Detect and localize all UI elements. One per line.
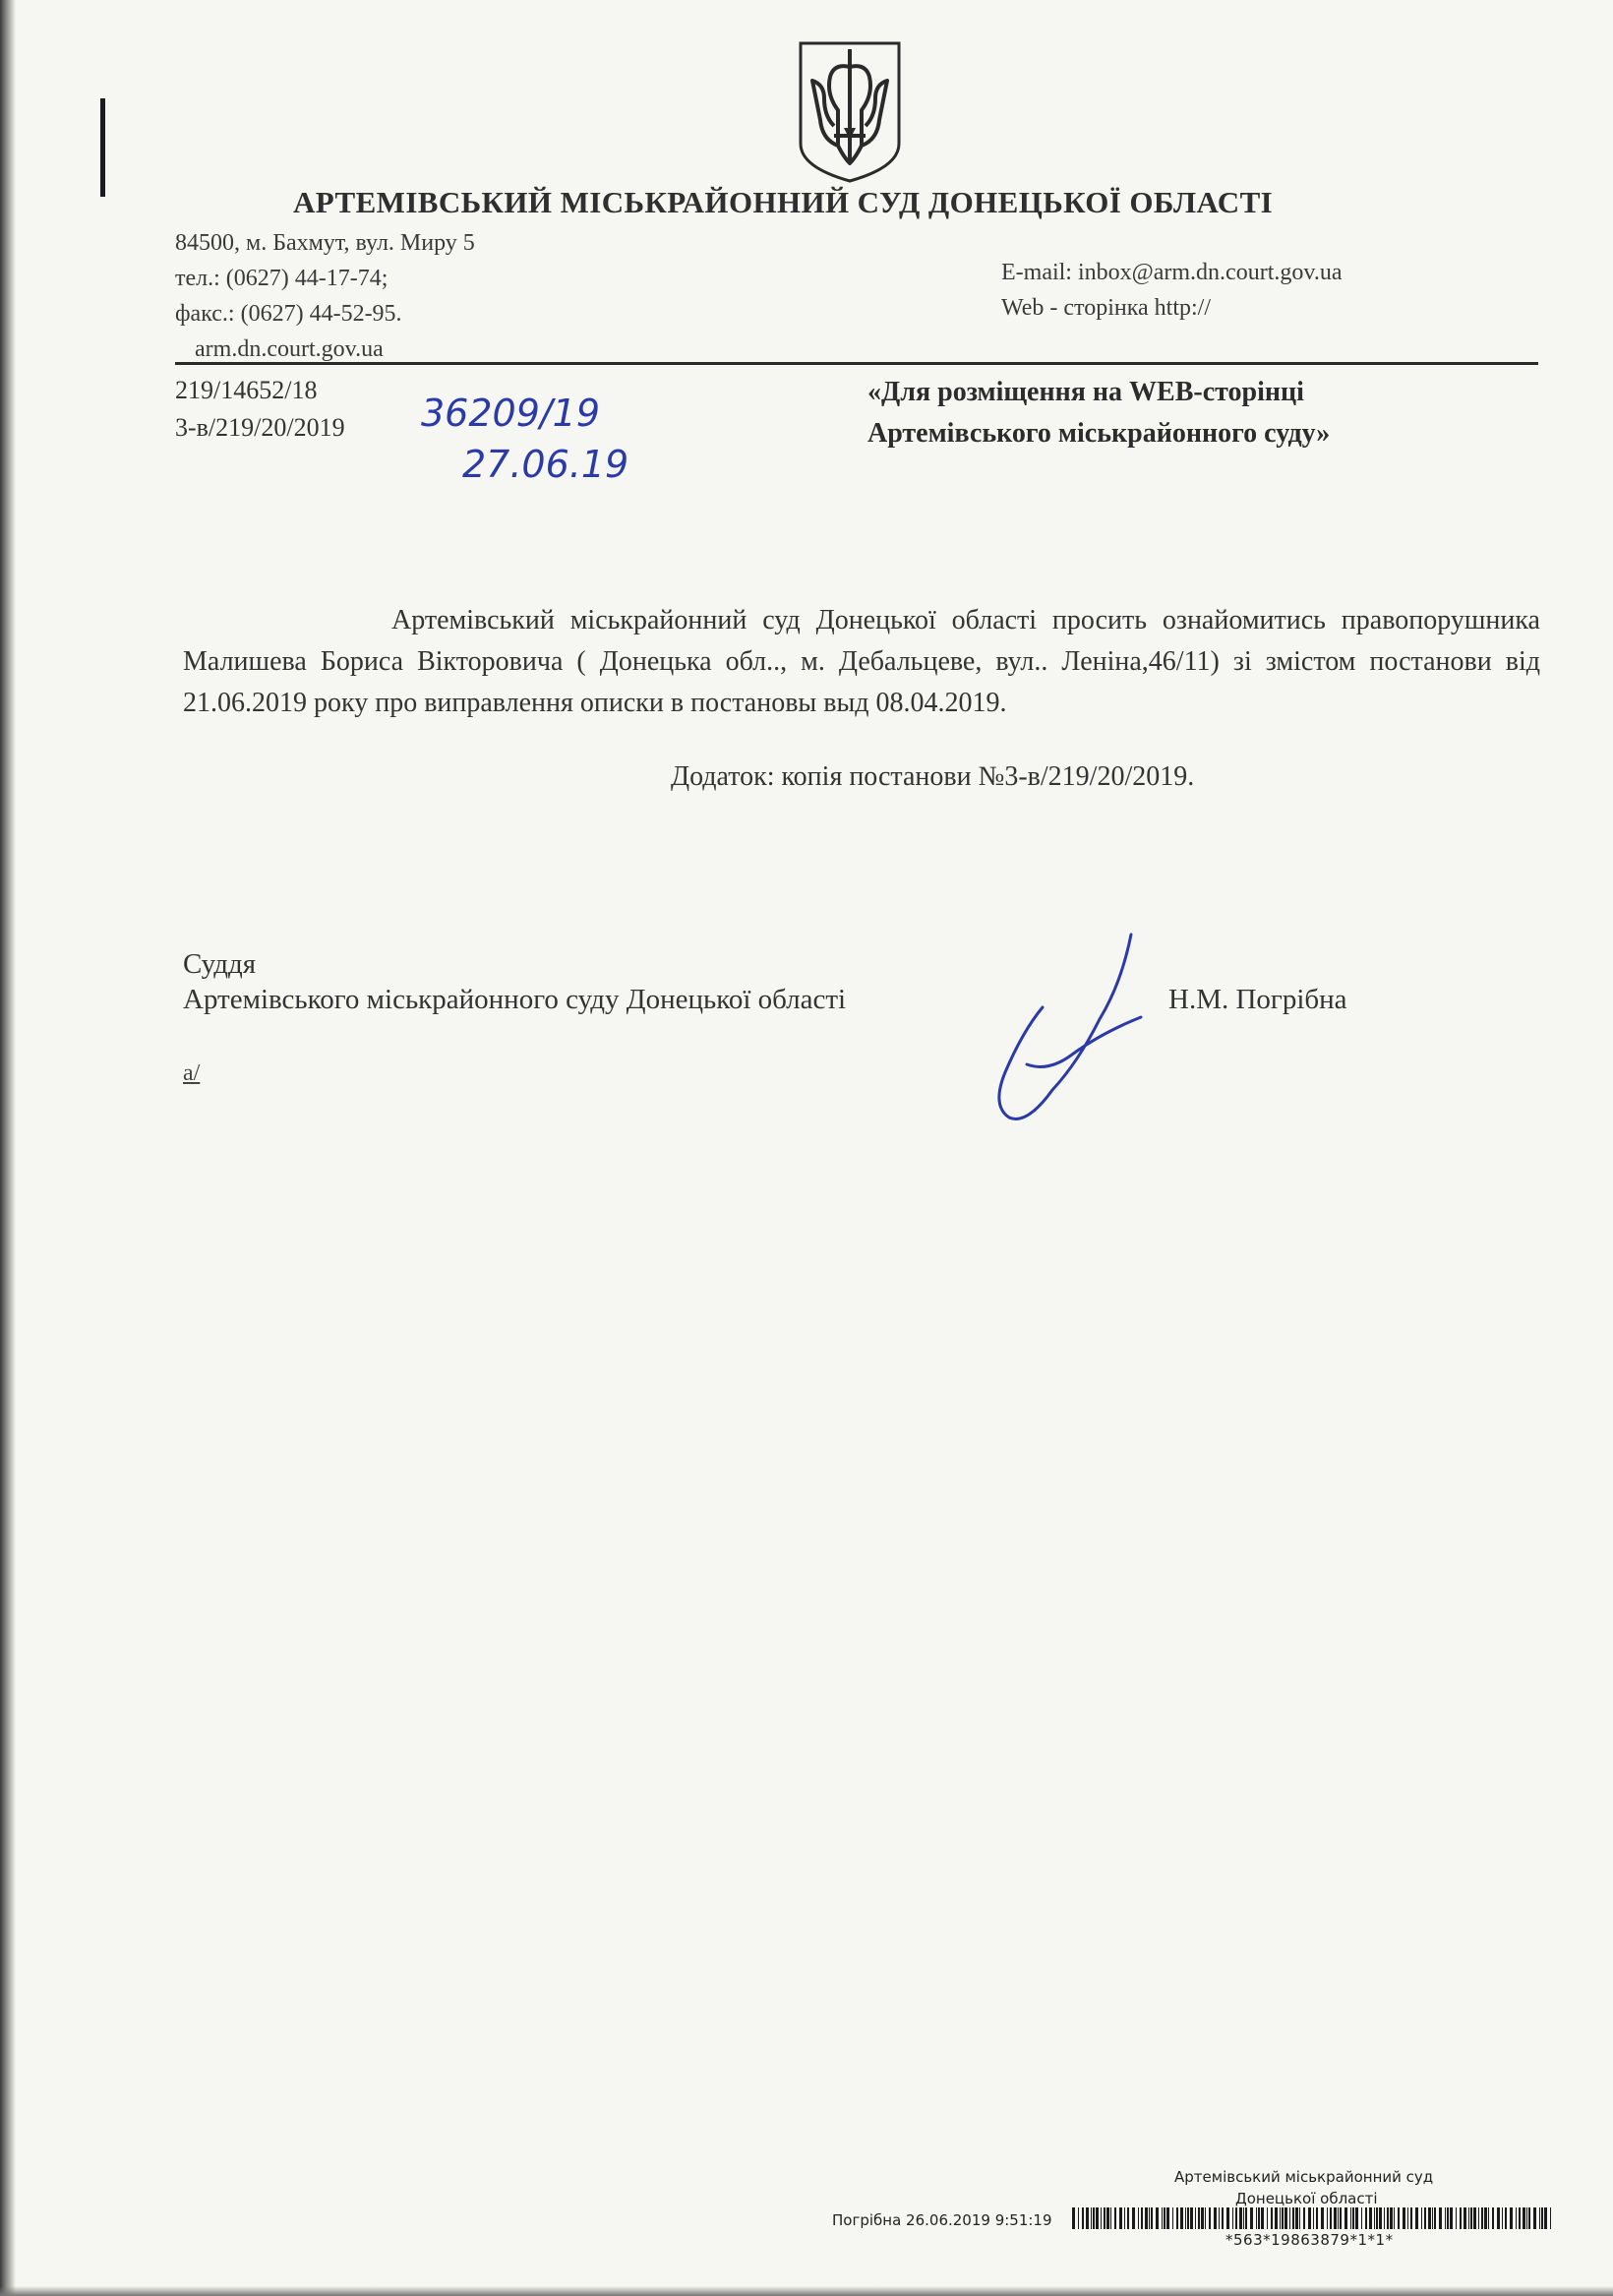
barcode-bar: [1510, 2207, 1513, 2229]
barcode-bar: [1106, 2207, 1109, 2229]
barcode-bar: [1299, 2207, 1300, 2229]
judge-court: Артемівського міськрайонного суду Донецької області: [183, 984, 847, 1015]
barcode-bar: [1164, 2207, 1165, 2229]
barcode-bar: [1222, 2207, 1224, 2229]
barcode-bar: [1519, 2207, 1521, 2229]
barcode-bar: [1258, 2207, 1260, 2229]
barcode-bar: [1403, 2207, 1405, 2229]
court-fax: факс.: (0627) 44-52-95.: [175, 301, 402, 327]
case-number: 219/14652/18: [175, 376, 318, 404]
barcode-bar: [1334, 2207, 1337, 2229]
barcode-bar: [1176, 2207, 1178, 2229]
barcode-bar: [1185, 2207, 1186, 2229]
letter-paragraph: Артемівський міськрайонний суд Донецької області просить ознайомитись правопорушника Малишева Бориса Вікторовича ( Донецька обл.., м. Дебальцеве, вул.. Леніна,46/11) зі змістом постанови від 21.06.2019 року про виправлення описки в постановы выд 08.04.2019.: [183, 605, 1540, 718]
barcode-bar: [1424, 2207, 1426, 2229]
handwritten-signature: [984, 925, 1161, 1141]
margin-mark: [100, 98, 105, 197]
barcode-bar: [1267, 2207, 1268, 2229]
barcode-bar: [1484, 2207, 1487, 2229]
barcode-bar: [1151, 2207, 1153, 2229]
barcode-icon: [1072, 2207, 1554, 2231]
barcode-bar: [1415, 2207, 1418, 2229]
barcode-bar: [1541, 2207, 1543, 2229]
barcode-bar: [1239, 2207, 1242, 2229]
barcode-bar: [1464, 2207, 1466, 2229]
barcode-bar: [1379, 2207, 1382, 2229]
publication-note: [867, 372, 1330, 454]
barcode-bar: [1124, 2207, 1125, 2229]
court-title: АРТЕМІВСЬКИЙ МІСЬКРАЙОННИЙ СУД ДОНЕЦЬКОЇ ОБЛАСТІ: [293, 185, 1274, 219]
barcode-bar: [1350, 2207, 1351, 2229]
barcode-bar: [1394, 2207, 1395, 2229]
barcode-bar: [1432, 2207, 1433, 2229]
proceeding-number: 3-в/219/20/2019: [175, 413, 345, 442]
barcode-bar: [1101, 2207, 1102, 2229]
barcode-bar: [1321, 2207, 1324, 2229]
barcode-bar: [1086, 2207, 1089, 2229]
barcode-bar: [1209, 2207, 1211, 2229]
barcode-bar: [1289, 2207, 1290, 2229]
coat-of-arms-icon: [795, 37, 905, 185]
barcode-text: *563*19863879*1*1*: [1225, 2231, 1394, 2249]
court-email: E-mail: inbox@arm.dn.court.gov.ua: [1001, 260, 1343, 285]
barcode-bar: [1232, 2207, 1233, 2229]
barcode-bar: [1407, 2207, 1408, 2229]
barcode-bar: [1198, 2207, 1200, 2229]
barcode-bar: [1226, 2207, 1229, 2229]
e-court-name-line-1: Артемівський міськрайонний суд: [1174, 2168, 1434, 2186]
barcode-bar: [1473, 2207, 1476, 2229]
barcode-bar: [1365, 2207, 1367, 2229]
barcode-bar: [1250, 2207, 1253, 2229]
barcode-bar: [1387, 2207, 1389, 2229]
barcode-bar: [1338, 2207, 1339, 2229]
barcode-bar: [1072, 2207, 1075, 2229]
scan-shadow-bottom: [0, 2286, 1613, 2296]
barcode-bar: [1214, 2207, 1217, 2229]
barcode-bar: [1460, 2207, 1462, 2229]
barcode-bar: [1492, 2207, 1494, 2229]
barcode-bar: [1096, 2207, 1099, 2229]
court-site-domain: arm.dn.court.gov.ua: [195, 336, 384, 362]
barcode-bar: [1292, 2207, 1294, 2229]
barcode-bar: [1421, 2207, 1422, 2229]
barcode-bar: [1361, 2207, 1362, 2229]
barcode-bar: [1450, 2207, 1453, 2229]
barcode-bar: [1528, 2207, 1530, 2229]
e-court-name-line-2: Донецької області: [1235, 2190, 1378, 2207]
barcode-bar: [1390, 2207, 1393, 2229]
barcode-bar: [1141, 2207, 1143, 2229]
barcode-bar: [1539, 2207, 1540, 2229]
court-phone: тел.: (0627) 44-17-74;: [175, 266, 388, 291]
judge-name: Н.М. Погрібна: [1168, 984, 1347, 1015]
barcode-bar: [1330, 2207, 1332, 2229]
barcode-bar: [1205, 2207, 1206, 2229]
barcode-bar: [1280, 2207, 1281, 2229]
barcode-bar: [1550, 2207, 1551, 2229]
barcode-bar: [1256, 2207, 1257, 2229]
barcode-bar: [1523, 2207, 1525, 2229]
barcode-bar: [1384, 2207, 1385, 2229]
barcode-bar: [1374, 2207, 1375, 2229]
barcode-bar: [1398, 2207, 1400, 2229]
barcode-bar: [1082, 2207, 1084, 2229]
barcode-bar: [1166, 2207, 1169, 2229]
barcode-bar: [1295, 2207, 1298, 2229]
barcode-bar: [1488, 2207, 1489, 2229]
barcode-bar: [1243, 2207, 1244, 2229]
barcode-bar: [1376, 2207, 1378, 2229]
barcode-bar: [1470, 2207, 1472, 2229]
barcode-bar: [1162, 2207, 1163, 2229]
barcode-bar: [1145, 2207, 1148, 2229]
barcode-bar: [1190, 2207, 1193, 2229]
barcode-bar: [1284, 2207, 1287, 2229]
barcode-bar: [1439, 2207, 1442, 2229]
executor-initials: а/: [183, 1060, 201, 1086]
barcode-bar: [1369, 2207, 1372, 2229]
barcode-bar: [1127, 2207, 1129, 2229]
publication-note-line-2: Артемівського міськрайонного суду»: [867, 418, 1331, 449]
barcode-bar: [1093, 2207, 1095, 2229]
barcode-bar: [1245, 2207, 1247, 2229]
barcode-bar: [1078, 2207, 1079, 2229]
court-web: Web - сторінка http://: [1001, 295, 1211, 321]
barcode-bar: [1156, 2207, 1159, 2229]
barcode-bar: [1456, 2207, 1457, 2229]
barcode-bar: [1445, 2207, 1446, 2229]
barcode-bar: [1180, 2207, 1183, 2229]
barcode-bar: [1149, 2207, 1150, 2229]
barcode-bar: [1235, 2207, 1237, 2229]
barcode-bar: [1110, 2207, 1111, 2229]
publication-note-line-1: «Для розміщення на WEB-сторінці: [867, 377, 1304, 407]
barcode-bar: [1428, 2207, 1431, 2229]
attachment-line: Додаток: копія постанови №3-в/219/20/2019.: [671, 761, 1195, 792]
handwritten-registration-date: 27.06.19: [462, 443, 629, 486]
barcode-bar: [1526, 2207, 1527, 2229]
barcode-bar: [1271, 2207, 1273, 2229]
barcode-bar: [1091, 2207, 1092, 2229]
letter-body: [183, 600, 1540, 724]
barcode-bar: [1544, 2207, 1547, 2229]
barcode-bar: [1516, 2207, 1517, 2229]
handwritten-registration-number: 36209/19: [421, 392, 601, 435]
barcode-bar: [1533, 2207, 1536, 2229]
barcode-bar: [1172, 2207, 1173, 2229]
barcode-bar: [1355, 2207, 1358, 2229]
scan-shadow-left: [0, 0, 16, 2296]
barcode-bar: [1447, 2207, 1449, 2229]
header-divider: [175, 362, 1538, 365]
barcode-bar: [1502, 2207, 1503, 2229]
barcode-bar: [1481, 2207, 1483, 2229]
barcode-bar: [1104, 2207, 1105, 2229]
judge-role: Суддя: [183, 948, 257, 980]
court-address: 84500, м. Бахмут, вул. Миру 5: [175, 230, 475, 256]
barcode-bar: [1114, 2207, 1116, 2229]
barcode-bar: [1261, 2207, 1264, 2229]
barcode-bar: [1201, 2207, 1204, 2229]
barcode-bar: [1468, 2207, 1469, 2229]
barcode-bar: [1303, 2207, 1305, 2229]
barcode-bar: [1308, 2207, 1311, 2229]
barcode-bar: [1478, 2207, 1479, 2229]
barcode-bar: [1497, 2207, 1500, 2229]
barcode-bar: [1275, 2207, 1278, 2229]
barcode-bar: [1505, 2207, 1507, 2229]
barcode-bar: [1119, 2207, 1122, 2229]
barcode-bar: [1138, 2207, 1139, 2229]
barcode-bar: [1132, 2207, 1135, 2229]
barcode-bar: [1340, 2207, 1342, 2229]
barcode-bar: [1344, 2207, 1347, 2229]
barcode-bar: [1219, 2207, 1220, 2229]
barcode-bar: [1434, 2207, 1436, 2229]
barcode-bar: [1195, 2207, 1196, 2229]
barcode-bar: [1316, 2207, 1318, 2229]
barcode-bar: [1352, 2207, 1354, 2229]
barcode-bar: [1410, 2207, 1412, 2229]
barcode-bar: [1187, 2207, 1189, 2229]
barcode-bar: [1327, 2207, 1328, 2229]
barcode-bar: [1282, 2207, 1284, 2229]
e-signature-info: Погрібна 26.06.2019 9:51:19: [832, 2211, 1052, 2229]
barcode-bar: [1313, 2207, 1314, 2229]
